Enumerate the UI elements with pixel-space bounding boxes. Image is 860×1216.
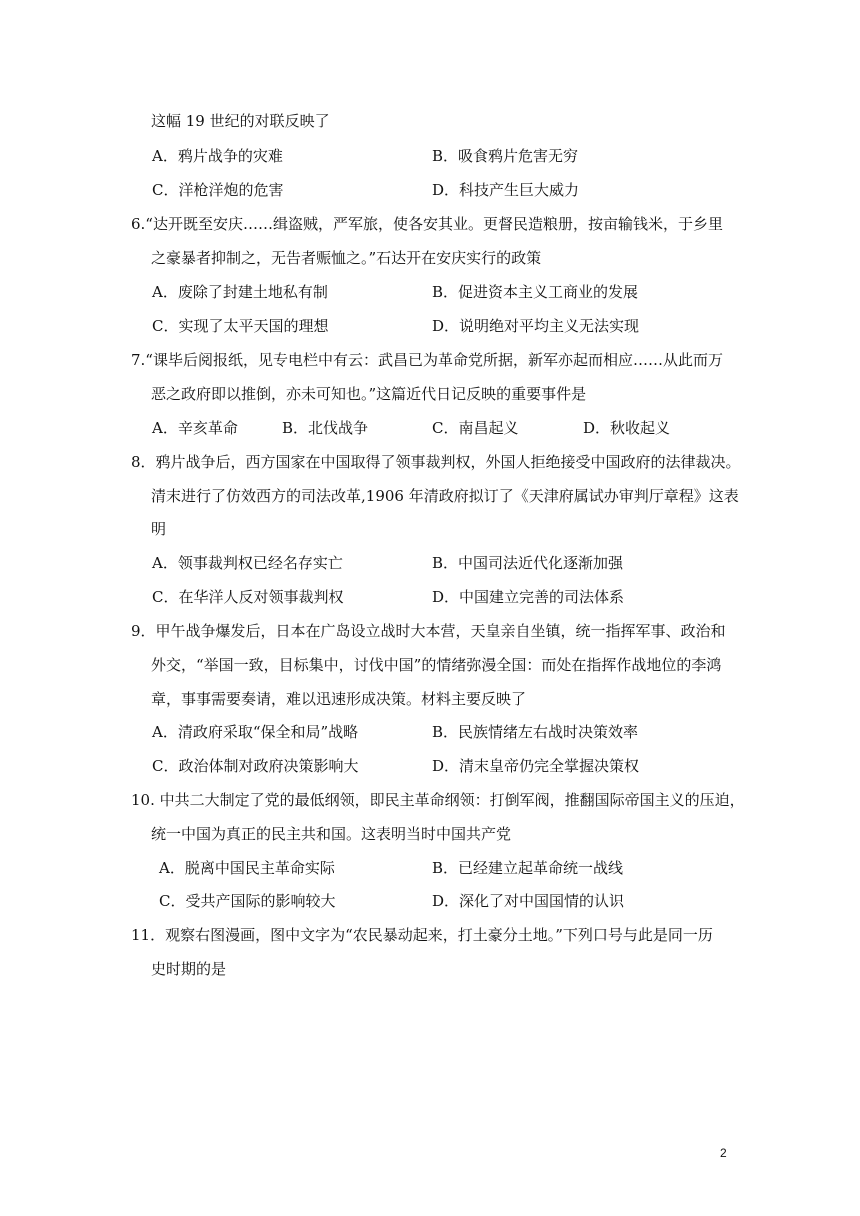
q8-option-b: B．中国司法近代化逐渐加强 (432, 554, 624, 572)
q5-option-b: B．吸食鸦片危害无穷 (432, 147, 579, 165)
q10-option-d: D．深化了对中国国情的认识 (432, 892, 625, 910)
q5-option-d: D．科技产生巨大威力 (432, 181, 580, 199)
q7-option-a: A．辛亥革命 (152, 419, 238, 437)
question-5-stem-end: 这幅 19 世纪的对联反映了 (151, 112, 330, 130)
q8-option-a: A．领事裁判权已经名存实亡 (152, 554, 343, 572)
q10-stem-line1: 10. 中共二大制定了党的最低纲领，即民主革命纲领：打倒军阀，推翻国际帝国主义的压迫， (131, 791, 745, 809)
q11-stem-line2: 史时期的是 (151, 960, 227, 978)
q8-option-d: D．中国建立完善的司法体系 (432, 588, 625, 606)
q9-option-c: C．政治体制对政府决策影响大 (152, 757, 359, 775)
q7-stem-line2: 恶之政府即以推倒，亦未可知也。”这篇近代日记反映的重要事件是 (151, 385, 587, 403)
q9-option-a: A．清政府采取“保全和局”战略 (152, 723, 359, 741)
q10-option-b: B．已经建立起革命统一战线 (432, 859, 624, 877)
q5-option-a: A．鸦片战争的灾难 (152, 147, 283, 165)
q9-stem-line3: 章，事事需要奏请，难以迅速形成决策。材料主要反映了 (151, 690, 527, 708)
q9-option-b: B．民族情绪左右战时决策效率 (432, 723, 639, 741)
q7-option-c: C．南昌起义 (432, 419, 519, 437)
q6-stem-line2: 之豪暴者抑制之，无告者赈恤之。”石达开在安庆实行的政策 (151, 249, 542, 267)
q9-option-d: D．清末皇帝仍完全掌握决策权 (432, 757, 640, 775)
q8-stem-line3: 明 (151, 520, 167, 538)
q6-option-a: A．废除了封建土地私有制 (152, 283, 328, 301)
q6-option-d: D．说明绝对平均主义无法实现 (432, 317, 640, 335)
q8-option-c: C．在华洋人反对领事裁判权 (152, 588, 344, 606)
q10-option-c: C．受共产国际的影响较大 (159, 892, 336, 910)
q10-option-a: A．脱离中国民主革命实际 (159, 859, 335, 877)
q10-stem-line2: 统一中国为真正的民主共和国。这表明当时中国共产党 (151, 825, 512, 843)
q6-option-b: B．促进资本主义工商业的发展 (432, 283, 639, 301)
q11-stem-line1: 11．观察右图漫画，图中文字为“农民暴动起来，打土豪分土地。”下列口号与此是同一历 (131, 926, 713, 944)
page-number: 2 (720, 1146, 727, 1160)
q9-stem-line2: 外交，“举国一致，目标集中，讨伐中国”的情绪弥漫全国：而处在指挥作战地位的李鸿 (151, 656, 722, 674)
q5-option-c: C．洋枪洋炮的危害 (152, 181, 284, 199)
q7-stem-line1: 7.“课毕后阅报纸，见专电栏中有云：武昌已为革命党所据，新军亦起而相应……从此而万 (131, 351, 723, 369)
q6-option-c: C．实现了太平天国的理想 (152, 317, 329, 335)
q8-stem-line2: 清末进行了仿效西方的司法改革,1906 年清政府拟订了《天津府属试办审判厅章程》这表 (151, 487, 739, 505)
q6-stem-line1: 6.“达开既至安庆……缉盗贼，严军旅，使各安其业。更督民造粮册，按亩输钱米，于乡里 (131, 215, 723, 233)
q8-stem-line1: 8．鸦片战争后，西方国家在中国取得了领事裁判权，外国人拒绝接受中国政府的法律裁决。 (131, 453, 741, 471)
q7-option-d: D．秋收起义 (583, 419, 671, 437)
q9-stem-line1: 9．甲午战争爆发后，日本在广岛设立战时大本营，天皇亲自坐镇，统一指挥军事、政治和 (131, 622, 726, 640)
q7-option-b: B．北伐战争 (282, 419, 369, 437)
